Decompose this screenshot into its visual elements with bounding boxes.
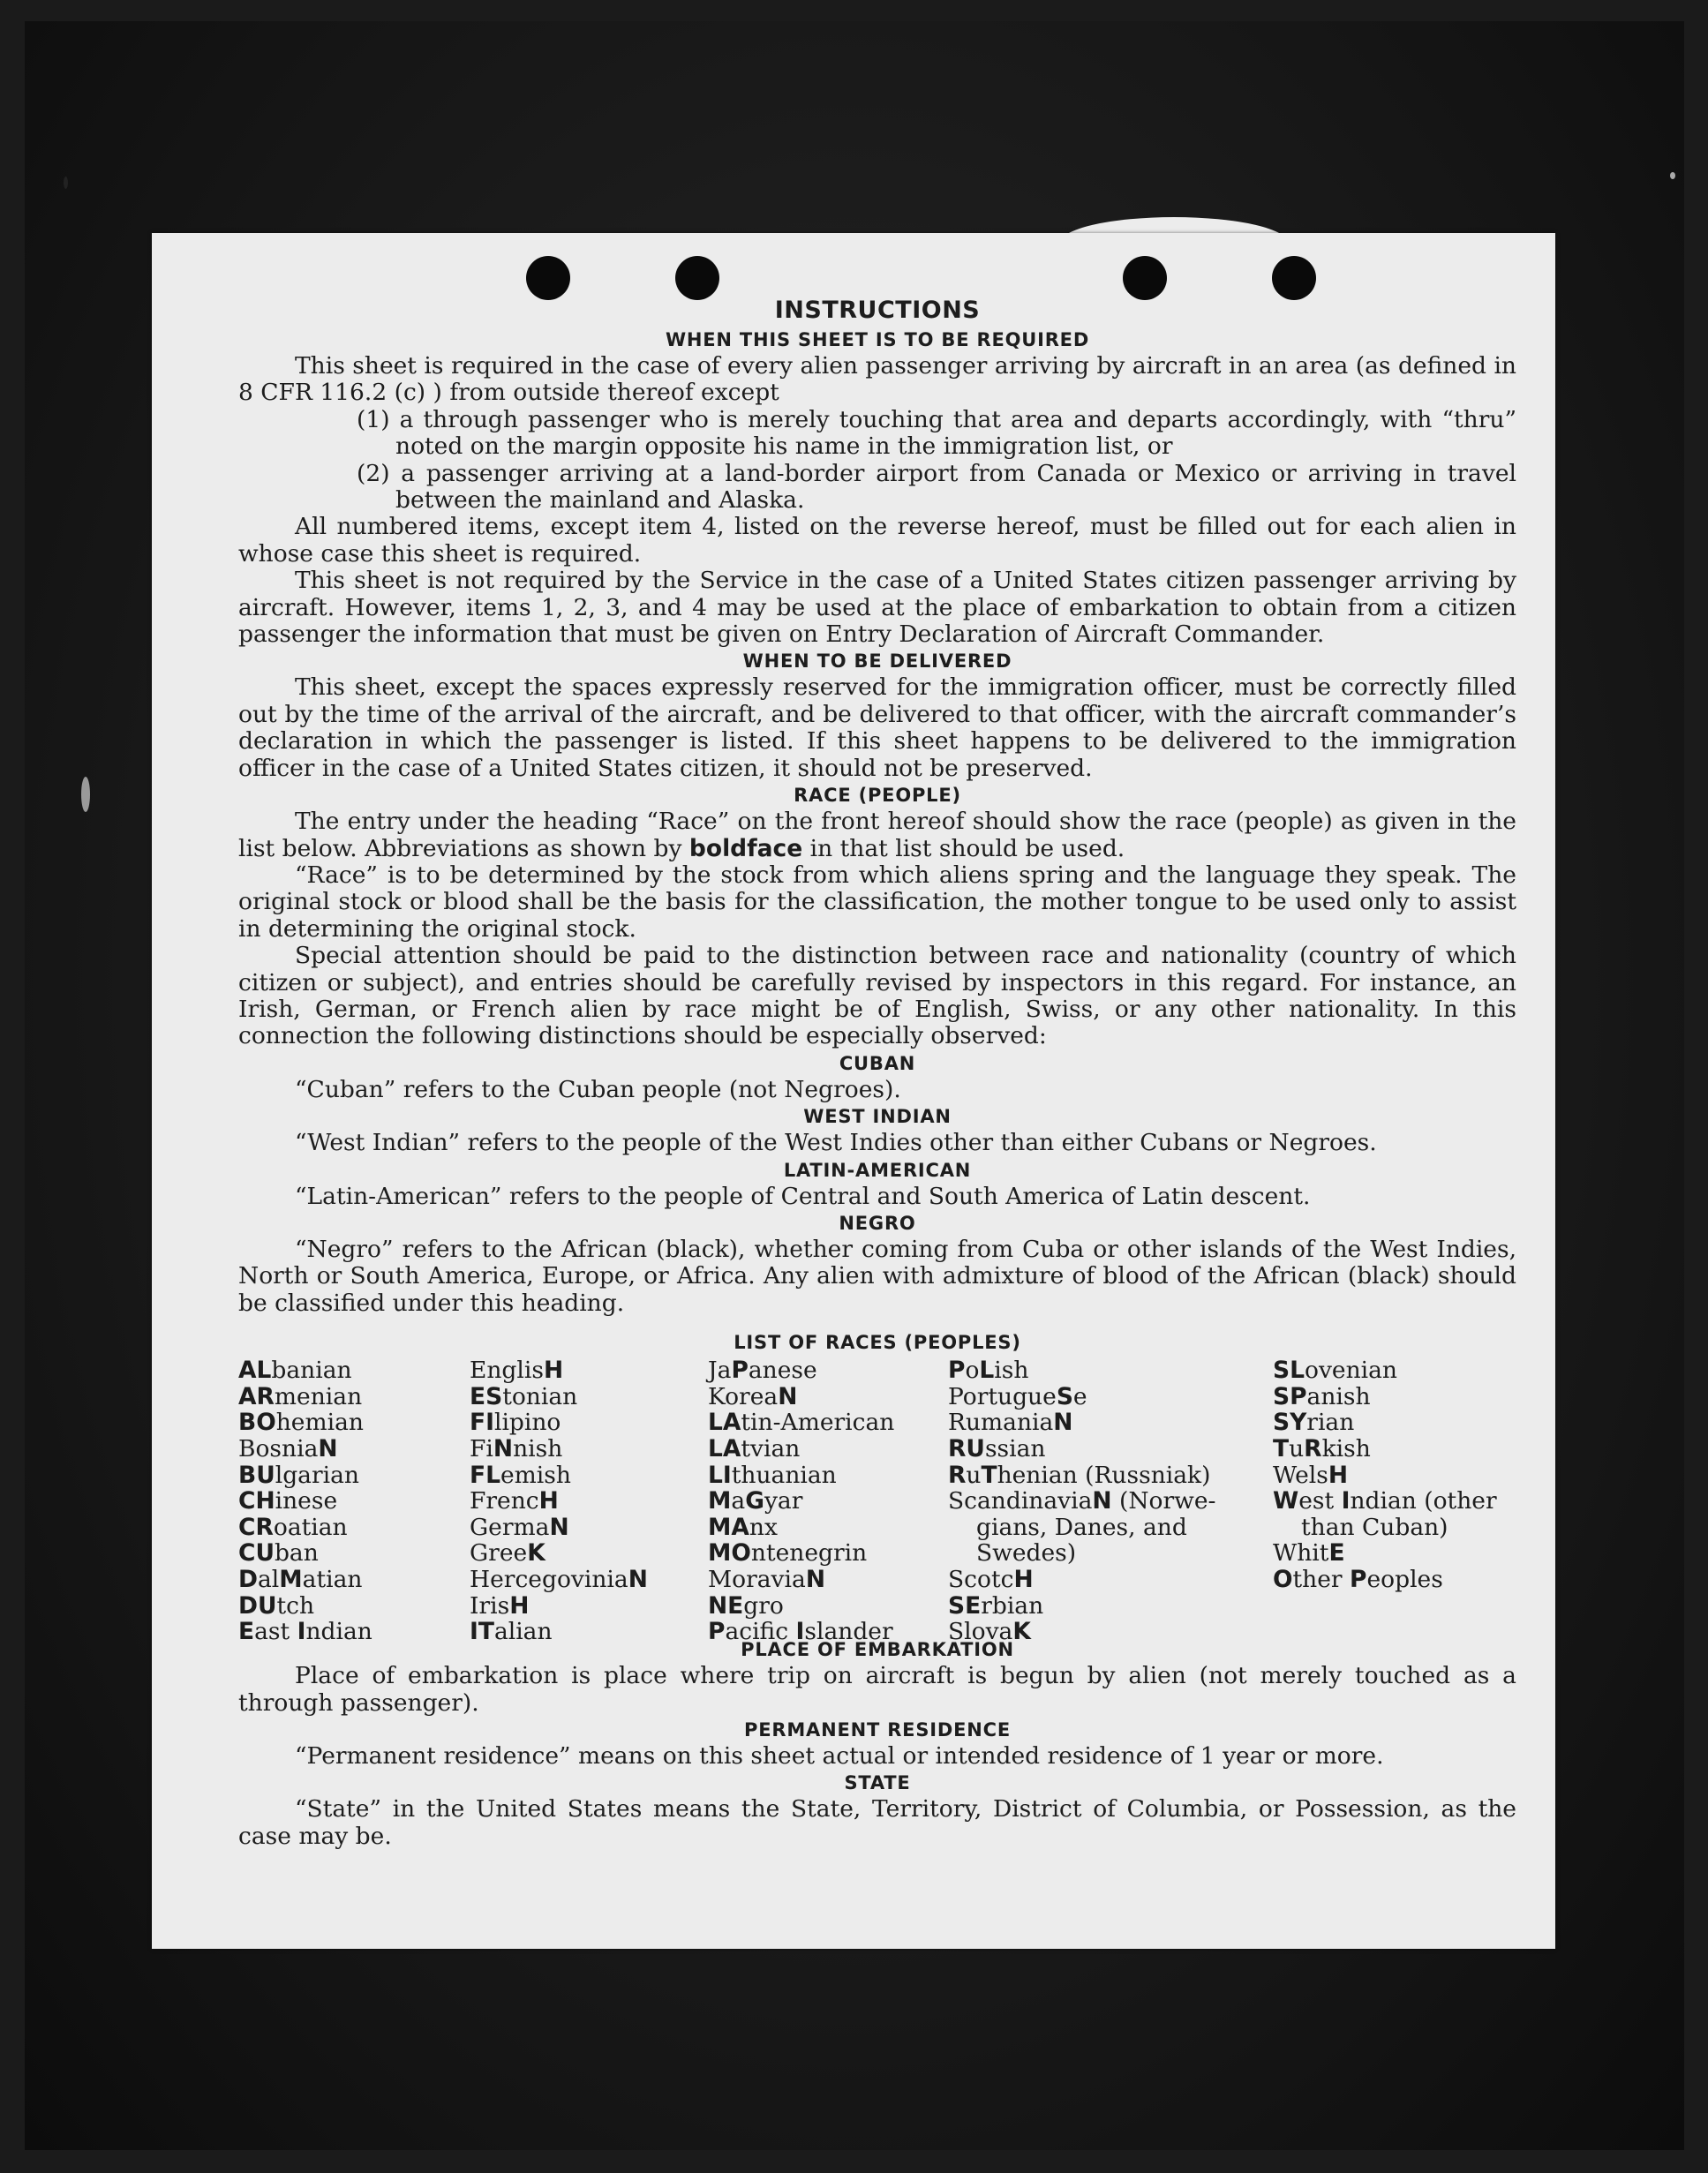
race-entry: [948, 1384, 1216, 1410]
race-abbreviation: T: [981, 1461, 997, 1489]
race-abbreviation: N: [778, 1382, 798, 1410]
race-text: ish: [994, 1357, 1029, 1385]
race-text: nx: [749, 1513, 778, 1541]
race-abbreviation: S: [1056, 1382, 1073, 1410]
race-abbreviation: H: [509, 1591, 530, 1620]
race-text: est: [1298, 1487, 1342, 1515]
race-paragraph-3: Special attention should be paid to the distinction between race and nationality (country of which citizen or subject), and entries should be carefully revised by inspectors in this regard. For instance, an Irish, German, or French alien by race might be of English, Swiss, or any other nationality. In this connection the following distinctions should be especially observed:: [238, 942, 1516, 1050]
race-entry: [470, 1357, 648, 1384]
race-abbreviation: G: [745, 1487, 764, 1515]
race-text: anese: [748, 1357, 817, 1385]
race-entry: [470, 1410, 648, 1436]
section-heading-west-indian: WEST INDIAN: [803, 1106, 952, 1128]
race-abbreviation: SP: [1273, 1382, 1307, 1410]
race-text: u: [966, 1461, 982, 1489]
race-text: Frenc: [470, 1487, 539, 1515]
race-abbreviation: D: [238, 1565, 258, 1593]
race-abbreviation: MA: [708, 1513, 749, 1541]
race-abbreviation: MO: [708, 1539, 751, 1568]
race-entry: [708, 1488, 894, 1515]
section-heading-list-of-races: LIST OF RACES (PEOPLES): [734, 1332, 1021, 1354]
race-text: lipino: [493, 1409, 561, 1437]
race-abbreviation: AL: [238, 1357, 272, 1385]
race-entry: [1273, 1436, 1497, 1462]
numbered-items-paragraph: All numbered items, except item 4, listed on the reverse hereof, must be filled out for each alien in whose case this sheet is required.: [238, 513, 1516, 568]
race-abbreviation: N: [1053, 1409, 1073, 1437]
race-entry: [470, 1540, 648, 1567]
race-abbreviation: BO: [238, 1409, 276, 1437]
race-abbreviation: I: [297, 1618, 306, 1646]
race-entry: [708, 1593, 894, 1620]
race-abbreviation: NE: [708, 1591, 744, 1620]
race-entry: [1273, 1567, 1497, 1593]
race-abbreviation: FI: [470, 1409, 494, 1437]
race-entry: [948, 1462, 1216, 1489]
race-abbreviation: SE: [948, 1591, 982, 1620]
race-entry: [238, 1436, 372, 1462]
race-text: Wels: [1273, 1461, 1328, 1489]
race-text: emish: [500, 1461, 571, 1489]
section-heading-latin-american: LATIN-AMERICAN: [783, 1159, 972, 1181]
negro-text: “Negro” refers to the African (black), whether coming from Cuba or other islands of the West Indies, North or South America, Europe, or Africa. Any alien with admixture of blood of the African (black) should be classified under this heading.: [238, 1235, 1516, 1317]
race-text: slander: [804, 1618, 893, 1646]
race-text: inese: [275, 1487, 338, 1515]
race-entry: [238, 1357, 372, 1384]
race-entry: [470, 1488, 648, 1515]
race-abbreviation: SL: [1273, 1357, 1305, 1385]
section-heading-place-of-embarkation: PLACE OF EMBARKATION: [741, 1639, 1014, 1661]
races-column-3: [708, 1357, 894, 1645]
race-text: tonian: [502, 1382, 578, 1410]
race-abbreviation: N: [318, 1434, 338, 1462]
race-entry: [1273, 1540, 1497, 1567]
race-paragraph-1-start: The entry under the heading “Race” on the front hereof should show the race (people) as given in the list below. Abbreviations as shown by: [238, 808, 1516, 862]
race-abbreviation: ES: [470, 1382, 503, 1410]
race-abbreviation: H: [543, 1357, 564, 1385]
race-text: tin-American: [741, 1409, 895, 1437]
race-text: u: [1289, 1434, 1305, 1462]
race-text: Iris: [470, 1591, 510, 1620]
race-entry: [470, 1436, 648, 1462]
race-text: lgarian: [275, 1461, 359, 1489]
race-abbreviation: CU: [238, 1539, 275, 1568]
race-entry: [708, 1436, 894, 1462]
race-text: kish: [1321, 1434, 1371, 1462]
race-text: Portugue: [948, 1382, 1057, 1410]
race-entry: [1273, 1384, 1497, 1410]
race-entry: [238, 1462, 372, 1489]
race-text: atian: [302, 1565, 363, 1593]
race-text: ntenegrin: [750, 1539, 868, 1568]
race-abbreviation: N: [493, 1434, 514, 1462]
race-entry: [708, 1540, 894, 1567]
race-text: e: [1072, 1382, 1087, 1410]
race-text: Fi: [470, 1434, 493, 1462]
races-column-5: [1273, 1357, 1497, 1592]
race-entry: [470, 1593, 648, 1620]
scan-speck: [81, 777, 90, 812]
race-entry: [948, 1567, 1216, 1593]
race-entry: [1273, 1515, 1497, 1541]
race-abbreviation: N: [805, 1565, 825, 1593]
race-text: Englis: [470, 1357, 544, 1385]
race-text: Scotc: [948, 1565, 1014, 1593]
race-text: Hercegovinia: [470, 1565, 628, 1593]
scan-speck: [1670, 172, 1675, 179]
race-entry: [238, 1384, 372, 1410]
when-required-intro: This sheet is required in the case of every alien passenger arriving by aircraft in an area (as defined in 8 CFR 116.2 (c) ) from outside thereof except: [238, 352, 1516, 407]
race-text: acific: [725, 1618, 796, 1646]
section-heading-negro: NEGRO: [839, 1212, 916, 1234]
races-column-4: [948, 1357, 1216, 1645]
race-abbreviation: H: [538, 1487, 559, 1515]
race-abbreviation: LI: [708, 1461, 732, 1489]
instructions-content: [238, 295, 1516, 1850]
race-text: (Norwe-: [1111, 1487, 1216, 1515]
punch-hole: [1123, 256, 1167, 300]
race-text: eoples: [1366, 1565, 1443, 1593]
permanent-residence-text: “Permanent residence” means on this sheet actual or intended residence of 1 year or more.: [295, 1742, 1384, 1770]
race-text: Whit: [1273, 1539, 1329, 1568]
race-text: tvian: [741, 1434, 801, 1462]
race-entry: [948, 1357, 1216, 1384]
race-entry: [708, 1462, 894, 1489]
race-text: ndian: [305, 1618, 372, 1646]
race-abbreviation: K: [527, 1539, 546, 1568]
section-heading-when-required: WHEN THIS SHEET IS TO BE REQUIRED: [665, 329, 1090, 350]
race-text: ther: [1292, 1565, 1351, 1593]
races-column-2: [470, 1357, 648, 1645]
race-text: al: [258, 1565, 280, 1593]
race-entry: [1273, 1410, 1497, 1436]
race-text: ovenian: [1304, 1357, 1398, 1385]
race-abbreviation: I: [795, 1618, 805, 1646]
race-abbreviation: R: [1304, 1434, 1322, 1462]
race-abbreviation: H: [1328, 1461, 1349, 1489]
race-abbreviation: O: [1273, 1565, 1293, 1593]
list-of-races: [238, 1357, 1516, 1646]
race-abbreviation: L: [979, 1357, 995, 1385]
race-entry: [948, 1436, 1216, 1462]
race-entry: [470, 1619, 648, 1645]
race-text: anish: [1306, 1382, 1371, 1410]
race-entry: [238, 1515, 372, 1541]
race-entry: [708, 1619, 894, 1645]
race-text: banian: [271, 1357, 352, 1385]
race-text: henian (Russniak): [997, 1461, 1211, 1489]
race-abbreviation: CR: [238, 1513, 274, 1541]
race-text: Germa: [470, 1513, 550, 1541]
race-entry: [470, 1462, 648, 1489]
place-of-embarkation-text: Place of embarkation is place where trip on aircraft is begun by alien (not merely touched as a through passenger).: [238, 1662, 1516, 1717]
race-text: yar: [764, 1487, 803, 1515]
state-text: “State” in the United States means the State, Territory, District of Columbia, or Possession, as the case may be.: [238, 1795, 1516, 1850]
race-text: tch: [276, 1591, 315, 1620]
race-entry: [1273, 1357, 1497, 1384]
race-abbreviation: BU: [238, 1461, 275, 1489]
race-text: Slova: [948, 1618, 1013, 1646]
race-text: Swedes): [976, 1539, 1077, 1568]
race-entry: [708, 1384, 894, 1410]
race-entry: [470, 1384, 648, 1410]
document-title: INSTRUCTIONS: [774, 297, 981, 324]
race-abbreviation: N: [549, 1513, 569, 1541]
race-text: gians, Danes, and: [976, 1513, 1187, 1541]
section-heading-cuban: CUBAN: [839, 1052, 916, 1074]
section-heading-race: RACE (PEOPLE): [794, 785, 961, 807]
section-heading-state: STATE: [844, 1772, 911, 1794]
punch-hole: [1272, 256, 1316, 300]
race-abbreviation: IT: [470, 1618, 494, 1646]
race-abbreviation: P: [1350, 1565, 1367, 1593]
race-abbreviation: AR: [238, 1382, 275, 1410]
race-entry: [708, 1357, 894, 1384]
scan-speck: [64, 177, 68, 189]
race-text: Korea: [708, 1382, 779, 1410]
citizen-paragraph: This sheet is not required by the Service in the case of a United States citizen passenger arriving by aircraft. However, items 1, 2, 3, and 4 may be used at the place of embarkation to obtain from a citizen passenger the information that must be given on Entry Declaration of Aircraft Commander.: [238, 567, 1516, 649]
race-text: nish: [513, 1434, 563, 1462]
cuban-text: “Cuban” refers to the Cuban people (not Negroes).: [295, 1075, 901, 1103]
west-indian-text: “West Indian” refers to the people of the West Indies other than either Cubans or Negroes.: [295, 1129, 1377, 1157]
race-abbreviation: R: [948, 1461, 967, 1489]
race-entry: [238, 1567, 372, 1593]
race-entry: [238, 1593, 372, 1620]
race-entry: [948, 1488, 1216, 1515]
race-abbreviation: E: [238, 1618, 255, 1646]
punch-hole: [675, 256, 719, 300]
race-abbreviation: M: [279, 1565, 303, 1593]
race-entry: [948, 1540, 1216, 1567]
race-abbreviation: DU: [238, 1591, 277, 1620]
race-entry: [708, 1515, 894, 1541]
race-abbreviation: P: [948, 1357, 966, 1385]
race-text: o: [965, 1357, 980, 1385]
race-abbreviation: CH: [238, 1487, 275, 1515]
race-entry: [470, 1515, 648, 1541]
race-text: Ja: [708, 1357, 732, 1385]
race-abbreviation: M: [708, 1487, 732, 1515]
race-text: ssian: [984, 1434, 1046, 1462]
race-abbreviation: RU: [948, 1434, 985, 1462]
race-text: Rumania: [948, 1409, 1054, 1437]
race-abbreviation: LA: [708, 1434, 741, 1462]
punch-hole: [526, 256, 570, 300]
race-entry: [948, 1515, 1216, 1541]
race-text: ndian (other: [1350, 1487, 1497, 1515]
boldface-term: boldface: [688, 834, 803, 862]
latin-american-text: “Latin-American” refers to the people of Central and South America of Latin descent.: [295, 1182, 1311, 1210]
race-entry: [1273, 1488, 1497, 1515]
race-entry: [238, 1540, 372, 1567]
race-entry: [708, 1567, 894, 1593]
race-text: Moravia: [708, 1565, 806, 1593]
race-entry: [238, 1619, 372, 1645]
race-entry: [708, 1410, 894, 1436]
when-required-item-2: (2) a passenger arriving at a land-border airport from Canada or Mexico or arriving in travel between the mainland and Alaska.: [357, 459, 1516, 515]
race-text: ban: [274, 1539, 319, 1568]
race-text: ast: [254, 1618, 297, 1646]
race-abbreviation: K: [1012, 1618, 1031, 1646]
race-text: alian: [493, 1618, 553, 1646]
race-entry: [238, 1410, 372, 1436]
race-abbreviation: N: [628, 1565, 648, 1593]
race-entry: [948, 1410, 1216, 1436]
race-abbreviation: W: [1273, 1487, 1299, 1515]
section-heading-permanent-residence: PERMANENT RESIDENCE: [744, 1719, 1011, 1741]
race-abbreviation: FL: [470, 1461, 500, 1489]
race-paragraph-2: “Race” is to be determined by the stock from which aliens spring and the language they speak. The original stock or blood shall be the basis for the classification, the mother tongue to be used only to assist in determining the original stock.: [238, 861, 1516, 943]
race-text: rbian: [981, 1591, 1044, 1620]
race-entry: [470, 1567, 648, 1593]
race-abbreviation: H: [1013, 1565, 1034, 1593]
race-entry: [948, 1593, 1216, 1620]
race-entry: [1273, 1462, 1497, 1489]
race-entry: [238, 1488, 372, 1515]
race-text: gro: [743, 1591, 784, 1620]
race-abbreviation: P: [731, 1357, 749, 1385]
section-heading-when-delivered: WHEN TO BE DELIVERED: [742, 650, 1012, 673]
race-abbreviation: I: [1341, 1487, 1351, 1515]
race-text: rian: [1306, 1409, 1355, 1437]
race-text: than Cuban): [1301, 1513, 1448, 1541]
race-entry: [948, 1619, 1216, 1645]
race-abbreviation: N: [1092, 1487, 1112, 1515]
race-text: menian: [274, 1382, 363, 1410]
race-abbreviation: T: [1273, 1434, 1290, 1462]
race-paragraph-1-end: in that list should be used.: [809, 834, 1125, 862]
race-text: Bosnia: [238, 1434, 319, 1462]
race-abbreviation: P: [708, 1618, 726, 1646]
race-text: a: [731, 1487, 746, 1515]
race-text: hemian: [275, 1409, 364, 1437]
race-abbreviation: LA: [708, 1409, 741, 1437]
race-text: oatian: [273, 1513, 348, 1541]
race-paragraph-1: [238, 808, 1516, 862]
when-required-item-1: (1) a through passenger who is merely touching that area and departs accordingly, with “thru” noted on the margin opposite his name in the immigration list, or: [357, 405, 1516, 461]
race-abbreviation: E: [1328, 1539, 1345, 1568]
when-delivered-text: This sheet, except the spaces expressly reserved for the immigration officer, must be correctly filled out by the time of the arrival of the aircraft, and be delivered to that officer, with the aircraft commander’s declaration in which the passenger is listed. If this sheet happens to be delivered to the immigration officer in the case of a United States citizen, it should not be preserved.: [238, 673, 1516, 782]
race-text: Gree: [470, 1539, 528, 1568]
race-text: Scandinavia: [948, 1487, 1093, 1515]
race-abbreviation: SY: [1273, 1409, 1307, 1437]
race-text: thuanian: [731, 1461, 837, 1489]
races-column-1: [238, 1357, 372, 1645]
